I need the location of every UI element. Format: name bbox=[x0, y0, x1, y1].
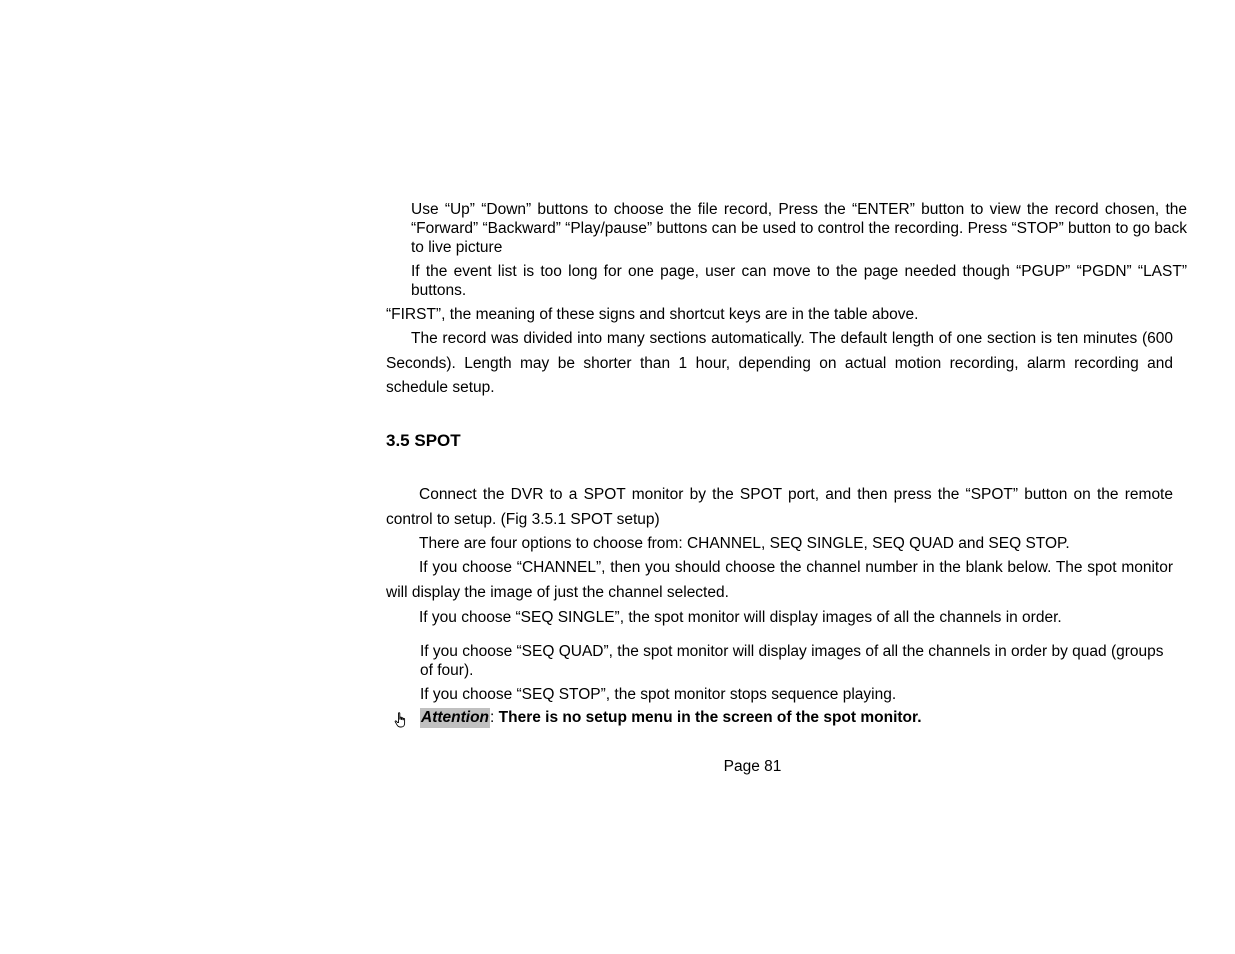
paragraph-spot-seq-quad: If you choose “SEQ QUAD”, the spot monitor will display images of all the channels in order by quad (groups of four). bbox=[420, 643, 1164, 679]
attention-separator: : bbox=[490, 709, 495, 726]
paragraph-first-shortcut-keys: “FIRST”, the meaning of these signs and shortcut keys are in the table above. bbox=[386, 306, 919, 323]
page-number: Page 81 bbox=[723, 758, 782, 775]
paragraph-event-list-paging: If the event list is too long for one page, user can move to the page needed though “PGUP” “PGDN” “LAST” buttons. bbox=[411, 263, 1187, 299]
paragraph-record-sections: The record was divided into many sections automatically. The default length of one section is ten minutes (600 Seconds). Length may be shorter than 1 hour, depending on actual motion recording, alarm recording and schedule setup. bbox=[386, 330, 1173, 396]
pointing-hand-icon bbox=[394, 712, 408, 728]
paragraph-spot-options: There are four options to choose from: CHANNEL, SEQ SINGLE, SEQ QUAD and SEQ STOP. bbox=[419, 535, 1070, 552]
section-heading-spot: 3.5 SPOT bbox=[386, 431, 461, 450]
attention-text: There is no setup menu in the screen of the spot monitor. bbox=[498, 709, 922, 726]
paragraph-file-record-navigation: Use “Up” “Down” buttons to choose the file record, Press the “ENTER” button to view the record chosen, the “Forward” “Backward” “Play/pause” buttons can be used to control the recording. Press “STOP” button to go back to live picture bbox=[411, 201, 1187, 256]
attention-label: Attention bbox=[421, 709, 490, 726]
paragraph-spot-channel: If you choose “CHANNEL”, then you should choose the channel number in the blank below. The spot monitor will display the image of just the channel selected. bbox=[386, 559, 1173, 601]
paragraph-spot-seq-stop: If you choose “SEQ STOP”, the spot monitor stops sequence playing. bbox=[420, 686, 897, 703]
paragraph-spot-connect: Connect the DVR to a SPOT monitor by the SPOT port, and then press the “SPOT” button on the remote control to setup. (Fig 3.5.1 SPOT setup) bbox=[386, 486, 1173, 528]
page-footer bbox=[0, 758, 1235, 776]
attention-note bbox=[394, 708, 922, 728]
paragraph-spot-seq-single: If you choose “SEQ SINGLE”, the spot monitor will display images of all the channels in order. bbox=[419, 609, 1062, 626]
